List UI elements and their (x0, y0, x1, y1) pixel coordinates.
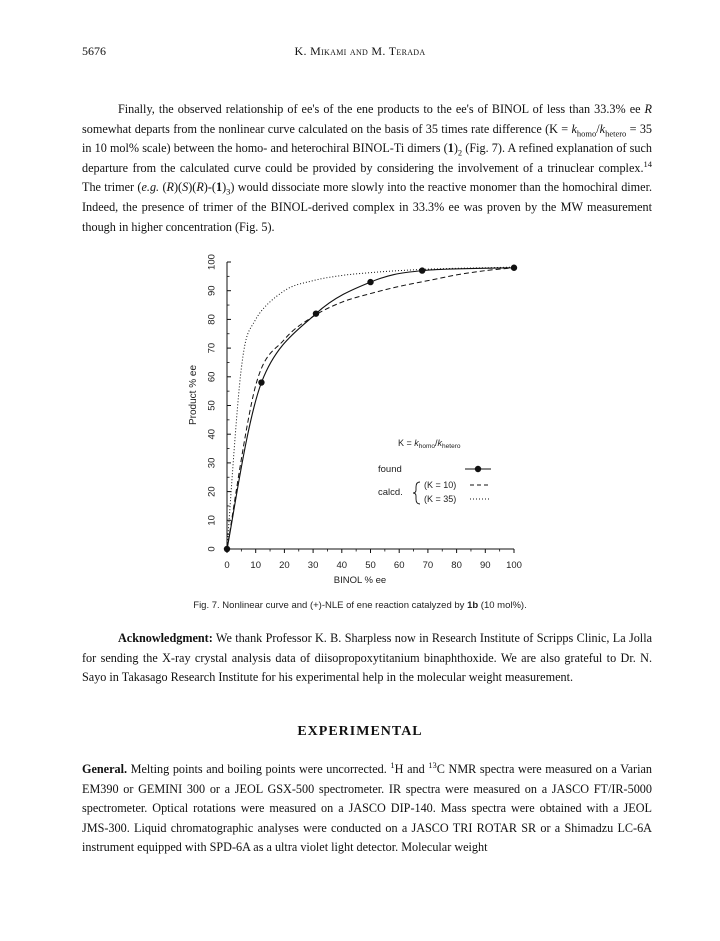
figure-caption: Fig. 7. Nonlinear curve and (+)-NLE of ene reaction catalyzed by 1b (10 mol%). (193, 600, 527, 611)
x-tick-label: 40 (336, 560, 348, 571)
y-axis-label: Product % ee (188, 364, 199, 426)
found-data-point (258, 379, 264, 385)
x-tick-label: 20 (279, 560, 290, 571)
experimental-paragraph: General. Melting points and boiling points were uncorrected. $^1$H and $^{13}$C NMR spectra were measured on a Varian EM390 or GEMINI 300 or a JEOL GSX-500 spectrometer. IR spectra were measured on a JASCO FT/IR-5000 spectrometer. Optical rotations were measured on a JASCO DIP-140. Mass spectra were obtained with a JEOL JMS-300. Liquid chromatographic analyses were conducted on a JASCO TRI ROTAR SR or a Shimadzu LC-6A instrument equipped with SPD-6A as a ultra violet light detector. Molecular weight (82, 759, 653, 855)
y-tick-label: 90 (206, 285, 218, 296)
series-line-2 (227, 268, 514, 549)
y-tick-label: 80 (206, 314, 218, 325)
x-tick-label: 100 (506, 560, 522, 571)
y-tick-label: 40 (206, 428, 218, 440)
x-tick-label: 70 (422, 560, 434, 571)
x-tick-label: 0 (224, 560, 230, 571)
found-data-point (367, 279, 373, 285)
y-tick-label: 30 (206, 457, 218, 469)
y-tick-label: 50 (206, 400, 218, 411)
x-tick-label: 80 (451, 560, 462, 571)
x-tick-label: 90 (480, 560, 491, 571)
experimental-heading: EXPERIMENTAL (297, 724, 423, 739)
y-tick-label: 100 (206, 254, 218, 270)
running-head: K. Mikami and M. Terada (294, 44, 426, 58)
y-tick-label: 0 (206, 546, 218, 552)
acknowledgment-paragraph: Acknowledgment: We thank Professor K. B. Sharpless now in Research Institute of Scripps Clinic, La Jolla for sending the X-ray crystal analysis data of diisopropoxytitanium binaphthoxide. We are also grateful to Dr. N. Sayo in Takasago Research Institute for his experimental help in the molecular weight measurement. (82, 631, 652, 685)
x-tick-label: 50 (365, 560, 376, 571)
y-tick-label: 20 (206, 486, 218, 497)
legend-found-marker (475, 466, 481, 472)
series-line-3 (227, 267, 514, 549)
x-axis-label: BINOL % ee (333, 575, 387, 586)
x-tick-label: 60 (393, 560, 405, 571)
y-tick-label: 60 (206, 371, 218, 383)
chart-axes (227, 262, 514, 553)
y-tick-labels (207, 254, 218, 552)
legend-brace (413, 482, 420, 504)
found-data-point (419, 267, 425, 273)
x-tick-label: 30 (307, 560, 319, 571)
legend-found-label: found (378, 464, 402, 475)
x-tick-labels (224, 560, 522, 571)
intro-paragraph: Finally, the observed relationship of ee's of the ene products to the ee's of BINOL of less than 33.3% ee R somewhat departs from the nonlinear curve calculated on the basis of 35 times rate difference ($K = k_{homo}/k_{hetero} = 35$ in 10 mol% scale) between the homo- and heterochiral BINOL-Ti dimers $(1)_2$ (Fig. 7). A refined explanation of such departure from the calculated curve could be provided by considering the involvement of a trinuclear complex.$^{14}$ The trimer (e.g. $(R)(S)(R)-(1)_3$) would dissociate more slowly into the reactive monomer than the homochiral dimer. Indeed, the presence of trimer of the BINOL-derived complex in 33.3% ee was proven by the MW measurement though in higher concentration (Fig. 5). (82, 102, 653, 234)
chart-series (224, 265, 517, 553)
y-tick-label: 10 (206, 515, 218, 526)
page-number: 5676 (82, 44, 106, 58)
nonlinear-effect-chart (180, 240, 540, 590)
legend-k35-label: (K = 35) (424, 494, 457, 504)
chart-legend (378, 438, 491, 504)
legend-k10-label: (K = 10) (424, 480, 457, 490)
legend-k-definition: $K = k_{homo}/k_{hetero}$ (398, 438, 461, 450)
series-line-1 (227, 268, 514, 549)
y-tick-label: 70 (206, 342, 218, 354)
x-tick-label: 10 (250, 560, 261, 571)
legend-calcd-label: calcd. (378, 487, 403, 498)
